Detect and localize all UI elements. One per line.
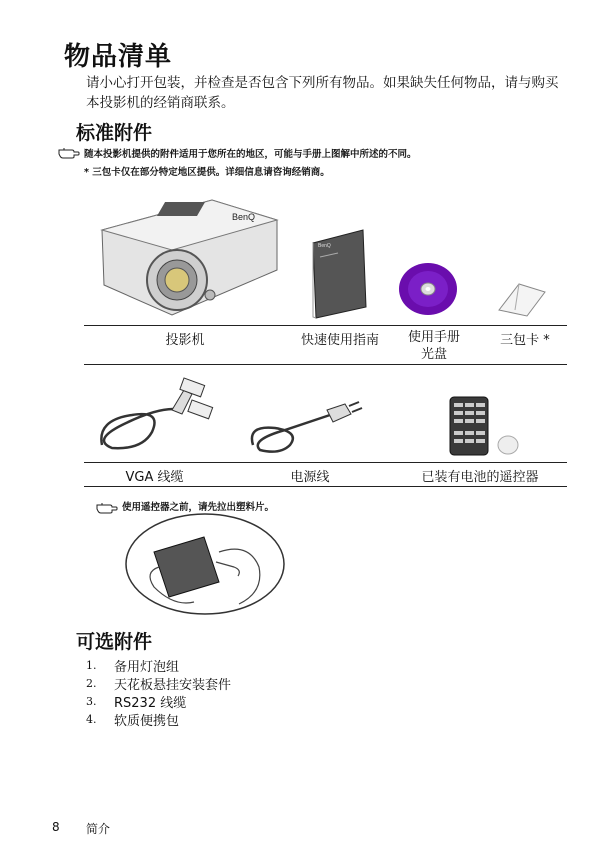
list-item: 软质便携包 bbox=[114, 714, 180, 729]
list-item-number: 2. bbox=[86, 677, 97, 690]
divider-row1-bottom bbox=[84, 364, 567, 365]
label-remote-control: 已装有电池的遥控器 bbox=[421, 470, 539, 485]
divider-row2-top bbox=[84, 462, 567, 463]
user-manual-cd-image bbox=[398, 262, 458, 317]
standard-accessories-heading: 标准附件 bbox=[76, 122, 153, 144]
label-warranty-card: 三包卡 * bbox=[500, 333, 550, 348]
standard-note-1: 随本投影机提供的附件适用于您所在的地区，可能与手册上图解中所述的不同。 bbox=[84, 149, 417, 160]
warranty-card-image bbox=[497, 280, 547, 318]
list-item: 天花板悬挂安装套件 bbox=[114, 678, 232, 693]
section-name: 简介 bbox=[86, 822, 111, 836]
label-vga-cable: VGA 线缆 bbox=[125, 470, 184, 485]
label-user-manual-cd: 使用手册 光盘 bbox=[407, 330, 460, 362]
divider-row2-bottom bbox=[84, 486, 567, 487]
label-quick-guide: 快速使用指南 bbox=[300, 333, 379, 348]
hand-pointer-icon bbox=[58, 145, 80, 159]
hand-pointer-icon bbox=[96, 500, 118, 514]
remote-note: 使用遥控器之前，请先拉出塑料片。 bbox=[122, 502, 275, 513]
list-item: 备用灯泡组 bbox=[114, 660, 180, 675]
projector-image bbox=[92, 190, 282, 322]
list-item-number: 4. bbox=[86, 713, 97, 726]
page-title: 物品清单 bbox=[64, 42, 173, 72]
power-cord-image bbox=[245, 390, 365, 458]
list-item-number: 3. bbox=[86, 695, 97, 708]
standard-note-2: * 三包卡仅在部分特定地区提供。详细信息请咨询经销商。 bbox=[84, 167, 330, 178]
intro-paragraph: 请小心打开包装，并检查是否包含下列所有物品。如果缺失任何物品，请与购买本投影机的经销商联系。 bbox=[86, 75, 559, 111]
label-projector: 投影机 bbox=[165, 333, 205, 348]
svg-text:BenQ: BenQ bbox=[232, 212, 256, 222]
optional-accessories-heading: 可选附件 bbox=[76, 631, 153, 653]
vga-cable-image bbox=[92, 370, 217, 458]
quick-start-guide-image bbox=[308, 225, 368, 320]
page-number: 8 bbox=[52, 820, 60, 834]
remote-control-image bbox=[448, 395, 523, 457]
remote-pull-tab-illustration bbox=[124, 512, 286, 616]
list-item-number: 1. bbox=[86, 659, 97, 672]
label-power-cord: 电源线 bbox=[290, 470, 330, 485]
svg-text:BenQ: BenQ bbox=[318, 243, 331, 249]
list-item: RS232 线缆 bbox=[114, 696, 187, 711]
divider-row1-top bbox=[84, 325, 567, 326]
